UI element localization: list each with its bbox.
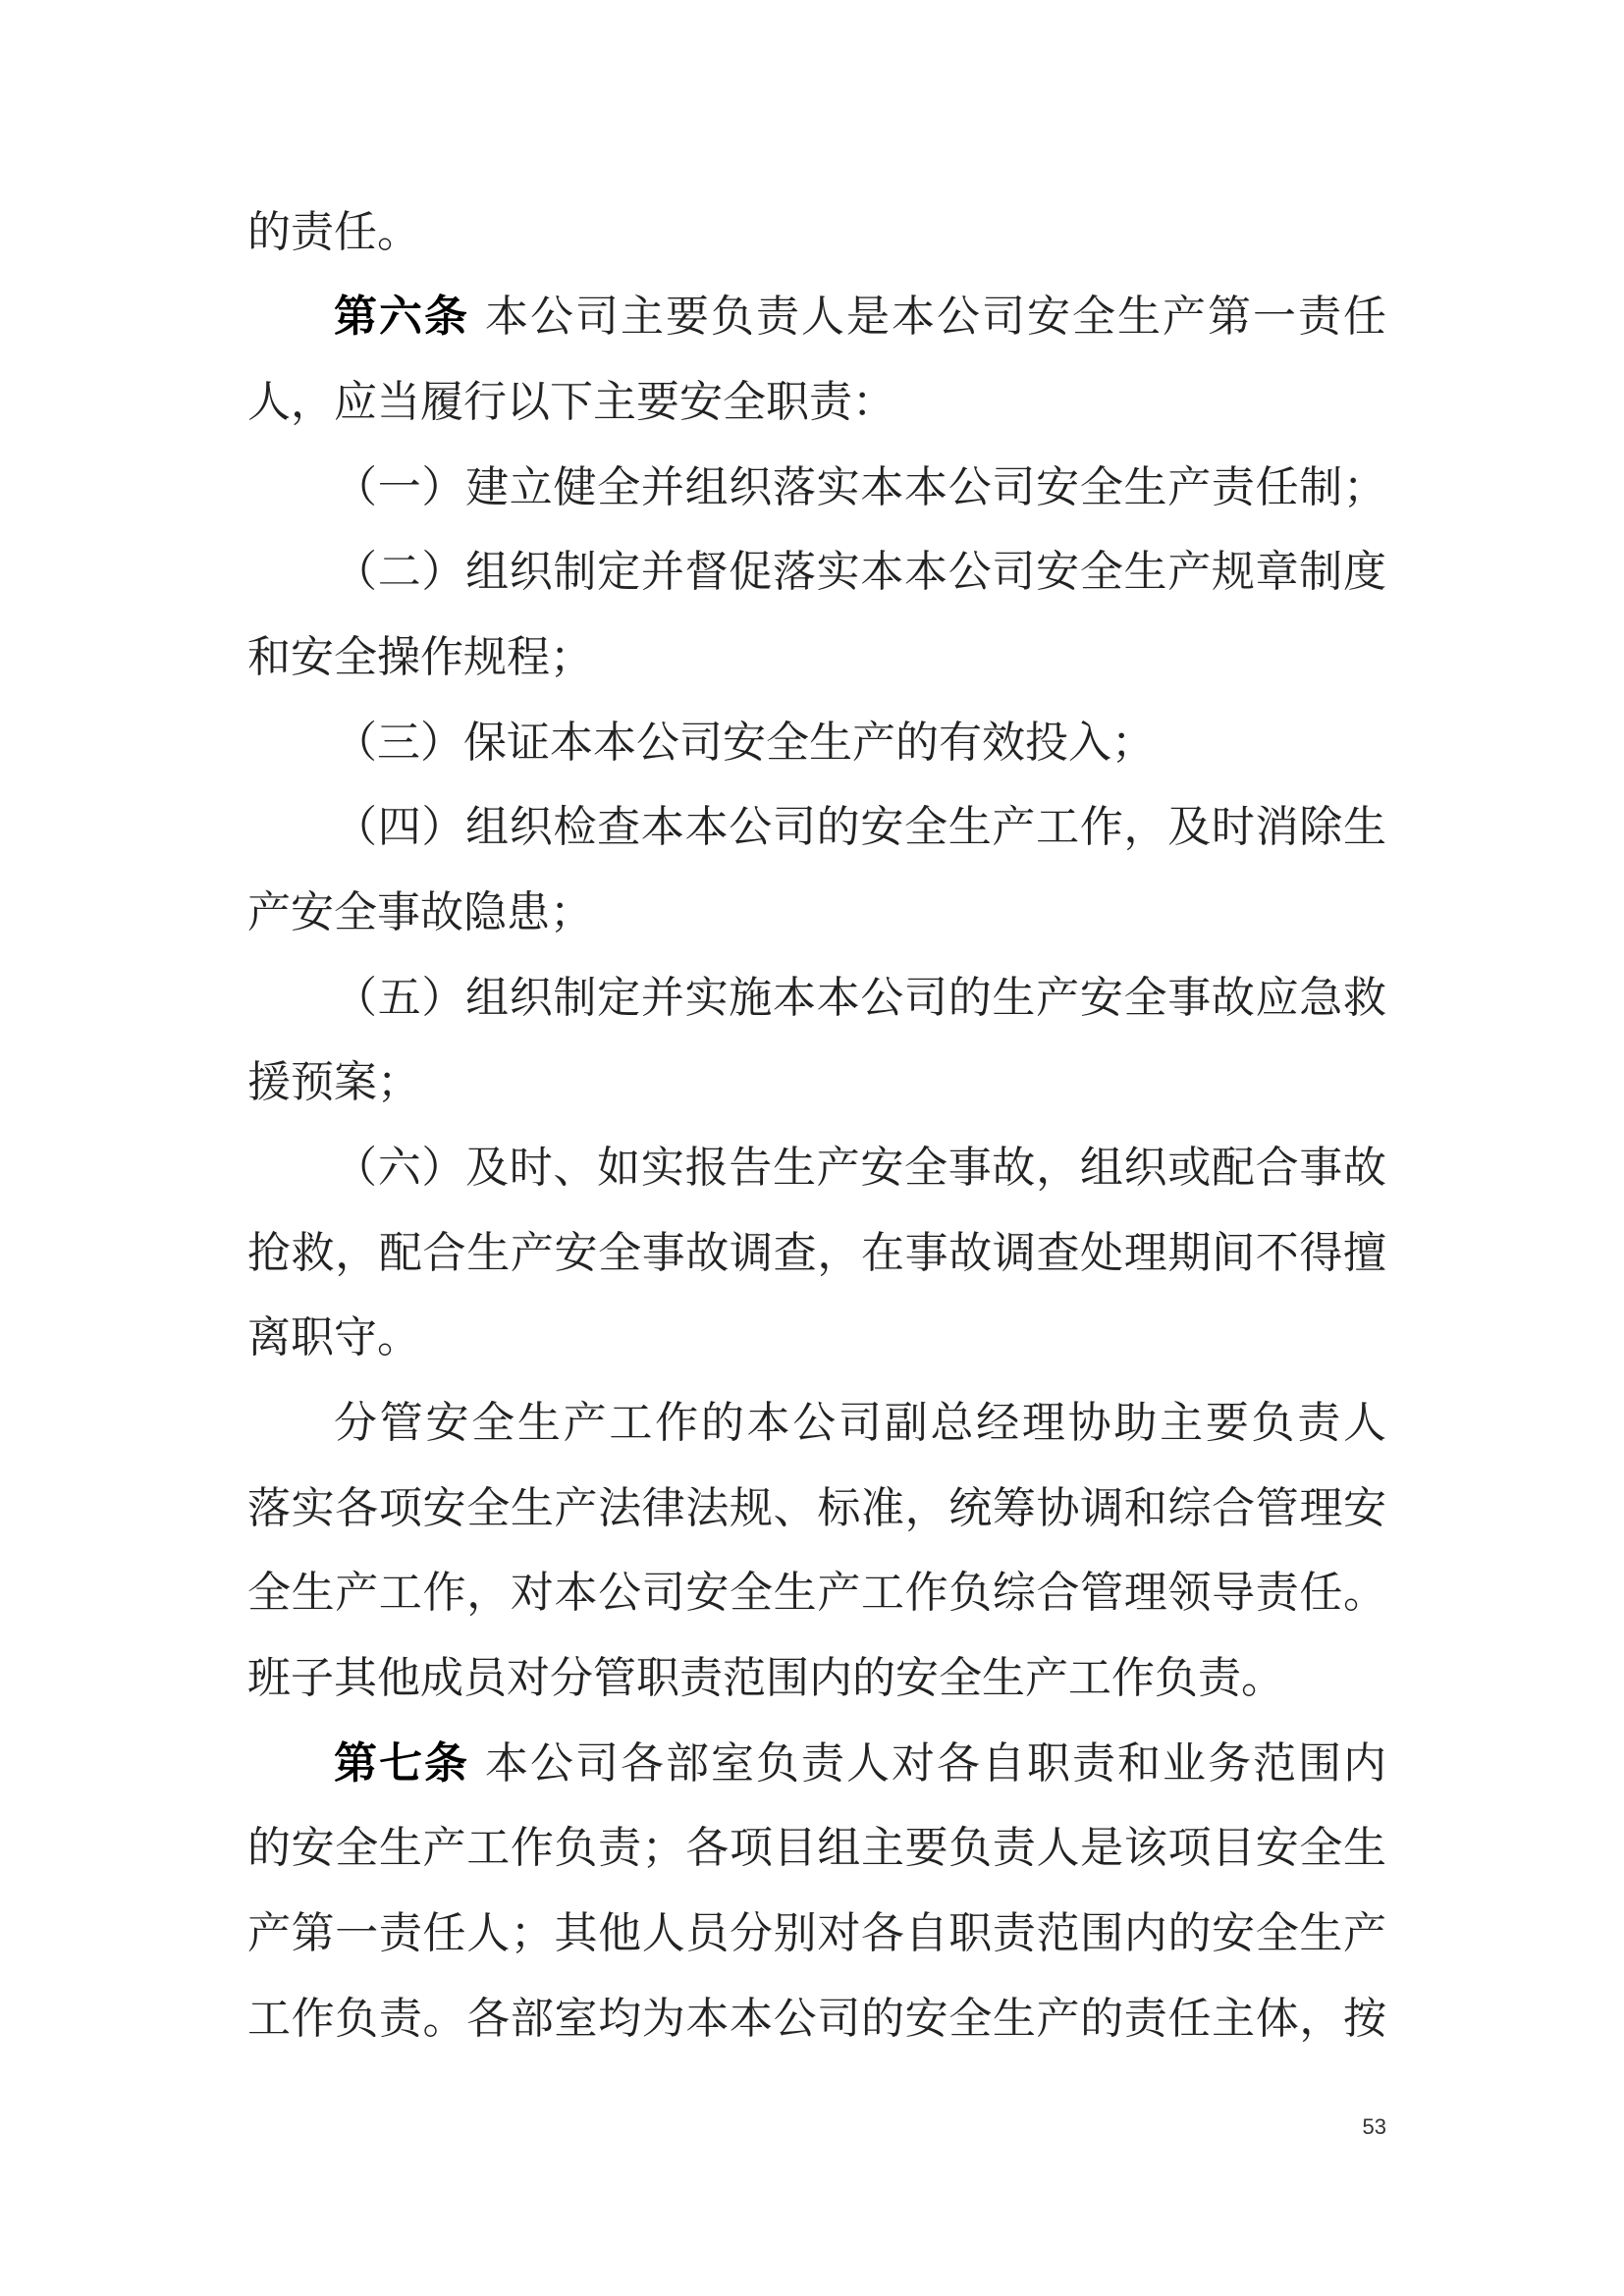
article-heading-line: 第七条 本公司各部室负责人对各自职责和业务范围内 — [334, 1738, 1386, 1789]
list-item-line: （四）组织检查本本公司的安全生产工作，及时消除生 — [334, 802, 1386, 852]
list-item-line: （二）组织制定并督促落实本本公司安全生产规章制度 — [334, 547, 1386, 597]
list-item-line: （五）组织制定并实施本本公司的生产安全事故应急救 — [334, 973, 1386, 1023]
list-item-line: （一）建立健全并组织落实本本公司安全生产责任制； — [334, 462, 1386, 512]
article-label: 第七条 — [334, 1738, 469, 1789]
paragraph-line: 和安全操作规程； — [247, 632, 593, 682]
paragraph-line: 产第一责任人；其他人员分别对各自职责范围内的安全生产 — [247, 1908, 1386, 1958]
paragraph-line: 全生产工作，对本公司安全生产工作负综合管理领导责任。 — [247, 1568, 1386, 1618]
paragraph-line: 班子其他成员对分管职责范围内的安全生产工作负责。 — [247, 1653, 1284, 1703]
paragraph-line: 分管安全生产工作的本公司副总经理协助主要负责人 — [334, 1398, 1386, 1448]
paragraph-line: 援预案； — [247, 1057, 420, 1107]
paragraph-line: 工作负责。各部室均为本本公司的安全生产的责任主体，按 — [247, 1994, 1386, 2044]
paragraph-line: 的安全生产工作负责；各项目组主要负责人是该项目安全生 — [247, 1823, 1386, 1873]
paragraph-line: 的责任。 — [247, 207, 420, 257]
article-label: 第六条 — [334, 292, 469, 342]
paragraph-line: 人，应当履行以下主要安全职责： — [247, 377, 895, 427]
paragraph-line: 产安全事故隐患； — [247, 887, 593, 937]
list-item-line: （三）保证本本公司安全生产的有效投入； — [334, 718, 1155, 768]
list-item-line: （六）及时、如实报告生产安全事故，组织或配合事故 — [334, 1143, 1386, 1193]
page-number: 53 — [1362, 2114, 1386, 2139]
paragraph-line: 抢救，配合生产安全事故调查，在事故调查处理期间不得擅 — [247, 1228, 1386, 1278]
article-heading-line: 第六条 本公司主要负责人是本公司安全生产第一责任 — [334, 292, 1386, 342]
paragraph-line: 离职守。 — [247, 1312, 420, 1362]
paragraph-line: 落实各项安全生产法律法规、标准，统筹协调和综合管理安 — [247, 1483, 1386, 1533]
